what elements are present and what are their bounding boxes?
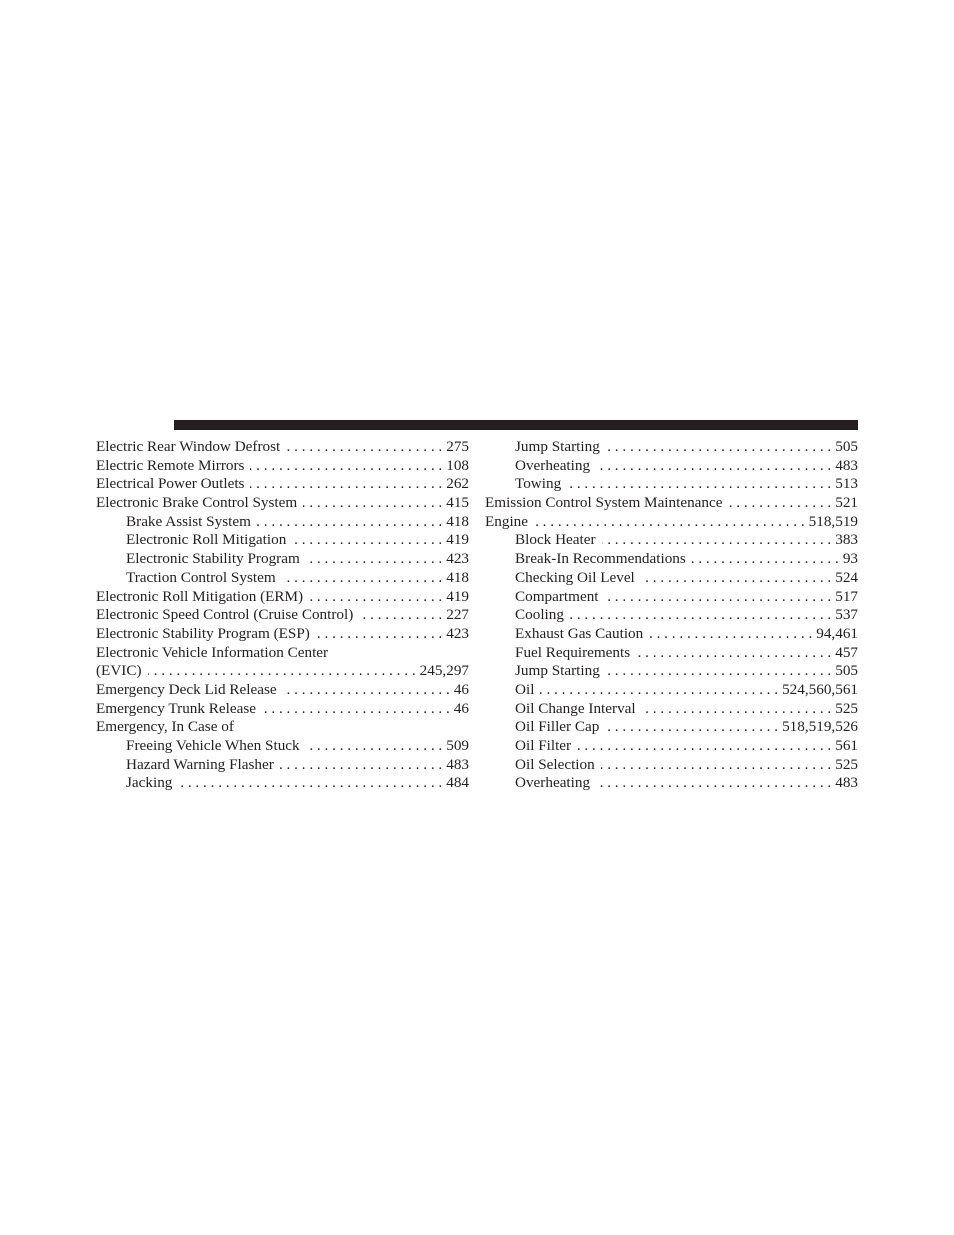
index-entry <box>96 438 469 457</box>
dot-leader <box>606 662 831 681</box>
index-term: Exhaust Gas Caution <box>515 624 644 642</box>
index-subentry <box>485 625 858 644</box>
index-subentry <box>485 681 858 700</box>
index-subentry <box>485 550 858 569</box>
index-subentry <box>485 588 858 607</box>
index-term: Emergency Deck Lid Release <box>96 680 277 698</box>
index-term: Fuel Requirements <box>515 643 631 661</box>
index-term: Break-In Recommendations <box>515 550 686 568</box>
index-term: Electrical Power Outlets <box>96 475 245 493</box>
index-term: Electric Remote Mirrors <box>96 456 245 474</box>
index-entry <box>96 681 469 700</box>
index-subentry <box>485 531 858 550</box>
index-subentry <box>485 718 858 737</box>
dot-leader <box>596 774 831 793</box>
dot-leader <box>642 700 832 719</box>
page-number: 518,519,526 <box>782 718 858 736</box>
index-entry <box>96 700 469 719</box>
page-number: 525 <box>835 699 858 717</box>
index-subentry <box>96 550 469 569</box>
index-term: Emission Control System Maintenance <box>485 494 723 512</box>
page-number: 521 <box>835 494 858 512</box>
index-entry <box>96 457 469 476</box>
page-number: 505 <box>835 662 858 680</box>
index-term: Electronic Stability Program <box>126 550 300 568</box>
dot-leader <box>692 550 839 569</box>
dot-leader <box>292 531 442 550</box>
dot-leader <box>303 494 442 513</box>
page-number: 419 <box>446 587 469 605</box>
dot-leader <box>540 681 778 700</box>
dot-leader <box>262 700 450 719</box>
index-entry <box>96 606 469 625</box>
index-term: Overheating <box>515 456 591 474</box>
dot-leader <box>605 588 832 607</box>
index-term: Jacking <box>126 774 173 792</box>
index-term: Hazard Warning Flasher <box>126 755 274 773</box>
header-rule-bar <box>174 420 858 430</box>
index-term: Electronic Vehicle Information Center <box>96 643 329 661</box>
dot-leader <box>309 588 442 607</box>
index-term: Engine <box>485 512 529 530</box>
index-subentry <box>485 737 858 756</box>
dot-leader <box>534 513 805 532</box>
dot-leader <box>729 494 832 513</box>
index-term: Oil Filler Cap <box>515 718 600 736</box>
page-number: 418 <box>446 568 469 586</box>
dot-leader <box>316 625 442 644</box>
index-term: Freeing Vehicle When Stuck <box>126 737 300 754</box>
index-term: Compartment <box>515 587 599 605</box>
dot-leader <box>306 737 443 756</box>
index-entry <box>96 475 469 494</box>
index-entry <box>485 494 858 513</box>
page-number: 419 <box>446 531 469 549</box>
index-term: Towing <box>515 475 562 493</box>
index-term: (EVIC) <box>96 662 142 680</box>
index-term: Emergency, In Case of <box>96 718 234 736</box>
index-subentry <box>485 774 858 793</box>
dot-leader <box>257 513 442 532</box>
page-number: 262 <box>446 475 469 493</box>
index-column-right <box>485 438 858 793</box>
dot-leader <box>286 438 442 457</box>
dot-leader <box>567 475 831 494</box>
page-number: 94,461 <box>816 624 858 642</box>
page-number: 457 <box>835 643 858 661</box>
index-entry <box>96 625 469 644</box>
index-subentry <box>96 531 469 550</box>
index-entry <box>485 513 858 532</box>
page-number: 524 <box>835 568 858 586</box>
index-entry <box>96 662 469 681</box>
page-number: 484 <box>446 774 469 792</box>
page-number: 108 <box>446 456 469 474</box>
dot-leader <box>636 644 831 663</box>
dot-leader <box>282 569 443 588</box>
page-number: 518,519 <box>808 512 858 530</box>
dot-leader <box>601 756 831 775</box>
page-number: 483 <box>446 755 469 773</box>
index-entry <box>96 588 469 607</box>
index-term: Electronic Speed Control (Cruise Control) <box>96 606 354 624</box>
index-term: Jump Starting <box>515 662 600 680</box>
dot-leader <box>250 457 442 476</box>
index-subentry <box>485 606 858 625</box>
index-term: Brake Assist System <box>126 512 251 530</box>
page-number: 245,297 <box>419 662 469 680</box>
index-term: Cooling <box>515 606 564 624</box>
index-term: Oil Change Interval <box>515 699 636 717</box>
dot-leader <box>605 718 778 737</box>
index-subentry <box>485 569 858 588</box>
page-number: 513 <box>835 475 858 493</box>
page-number: 415 <box>446 494 469 512</box>
index-column-left <box>96 438 469 793</box>
dot-leader <box>606 438 831 457</box>
index-entry <box>96 494 469 513</box>
page-number: 46 <box>453 699 469 717</box>
dot-leader <box>280 756 442 775</box>
page-number: 383 <box>835 531 858 549</box>
page-number: 517 <box>835 587 858 605</box>
page-number: 227 <box>446 606 469 624</box>
index-term: Overheating <box>515 774 591 792</box>
dot-leader <box>570 606 831 625</box>
page-number: 505 <box>835 438 858 455</box>
page-number: 524,560,561 <box>782 680 858 698</box>
dot-leader <box>641 569 831 588</box>
index-term: Electronic Stability Program (ESP) <box>96 624 310 642</box>
dot-leader <box>148 662 416 681</box>
index-subentry <box>96 756 469 775</box>
page-number: 561 <box>835 737 858 754</box>
dot-leader <box>577 737 831 756</box>
index-term: Jump Starting <box>515 438 600 455</box>
dot-leader <box>359 606 442 625</box>
index-subentry <box>485 700 858 719</box>
dot-leader <box>250 475 442 494</box>
index-entry <box>96 718 469 737</box>
index-subentry <box>485 644 858 663</box>
index-term: Oil Selection <box>515 755 595 773</box>
index-term: Electronic Brake Control System <box>96 494 298 512</box>
index-subentry <box>96 513 469 532</box>
dot-leader <box>649 625 812 644</box>
index-subentry <box>485 756 858 775</box>
index-term: Checking Oil Level <box>515 568 635 586</box>
index-subentry <box>485 438 858 457</box>
index-subentry <box>96 569 469 588</box>
index-subentry <box>485 457 858 476</box>
index-term: Traction Control System <box>126 568 276 586</box>
index-subentry <box>96 737 469 756</box>
page-number: 46 <box>453 680 469 698</box>
page-number: 423 <box>446 550 469 568</box>
index-term: Emergency Trunk Release <box>96 699 257 717</box>
index-term: Oil <box>515 680 535 698</box>
index-term: Block Heater <box>515 531 596 549</box>
page-number: 93 <box>842 550 858 568</box>
page-number: 275 <box>446 438 469 455</box>
dot-leader <box>602 531 832 550</box>
index-subentry <box>485 662 858 681</box>
page-number: 483 <box>835 774 858 792</box>
page-number: 418 <box>446 512 469 530</box>
index-entry <box>96 644 469 663</box>
index-subentry <box>485 475 858 494</box>
index-term: Electronic Roll Mitigation (ERM) <box>96 587 304 605</box>
page-number: 483 <box>835 456 858 474</box>
dot-leader <box>283 681 450 700</box>
dot-leader <box>178 774 442 793</box>
index-term: Electric Rear Window Defrost <box>96 438 281 455</box>
dot-leader <box>306 550 442 569</box>
page-number: 525 <box>835 755 858 773</box>
page-number: 423 <box>446 624 469 642</box>
index-subentry <box>96 774 469 793</box>
dot-leader <box>596 457 831 476</box>
page-number: 509 <box>446 737 469 754</box>
index-term: Oil Filter <box>515 737 572 754</box>
page-number: 537 <box>835 606 858 624</box>
index-term: Electronic Roll Mitigation <box>126 531 287 549</box>
